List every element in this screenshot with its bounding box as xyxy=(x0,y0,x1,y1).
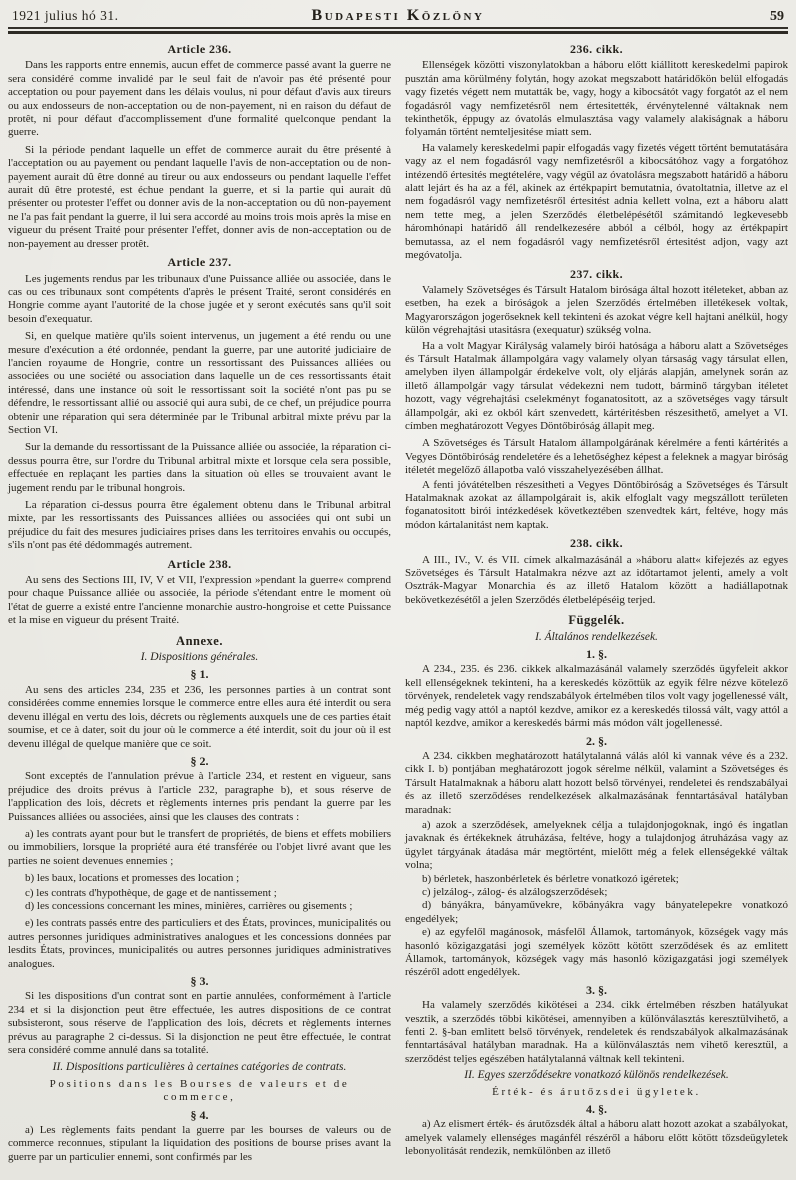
french-text-column xyxy=(8,38,391,1168)
section-3-mark-fr: § 3. xyxy=(190,974,209,988)
fuggelek-heading: Függelék. xyxy=(568,613,625,628)
section-2-item-a-hu: a) azok a szerződések, amelyeknek célja a tulajdonjogoknak, ingó és ingatlan javaknak és értékeknek átruházása, feltéve, hogy a tulajdonjog átruházása vagy az ügylet tárgyának átadása már megtörtént, mielőtt még a felek ellenségekké váltak volna; xyxy=(405,818,788,872)
article-236-para-1-fr: Dans les rapports entre ennemis, aucun effet de commerce passé avant la guerre ne sera considéré comme invalidé par le seul fait de n'avoir pas été présenté pour acceptation ou pour payement dans les délais voulus, ni pour défaut d'avis aux tireurs ou aux endosseurs de non-acceptation ou de non-payement, ni en raison du défaut de protêt, ni pour défaut d'accomplissement d'une formalité quelconque pendant la guerre. xyxy=(8,59,391,139)
dispositions-generales-heading: I. Dispositions générales. xyxy=(140,651,259,664)
article-237-para-1-fr: Les jugements rendus par les tribunaux d'une Puissance alliée ou associée, dans le cas ou ces tribunaux sont compétents d'après le présent Traité, seront considérés en Hongrie comme ayant l'autorité de la chose jugée et y seront exécutés sans qu'il soit besoin d'exequatur. xyxy=(8,272,391,325)
article-236-heading-fr: Article 236. xyxy=(167,42,232,56)
dispositions-particulieres-heading: II. Dispositions particulières à certaines catégories de contrats. xyxy=(52,1061,347,1074)
section-2-item-a-fr: a) les contrats ayant pour but le transfert de propriétés, de biens et effets mobiliers ou immobiliers, lorsque la propriété aura été transférée ou l'objet livré avant que les parties ne soient devenues ennemies ; xyxy=(8,827,391,867)
section-2-item-e-fr: e) les contrats passés entre des particuliers et des États, provinces, municipalités ou autres personnes juridiques administratives analogues et les concessions données par lesdits États, provinces, municipalités ou autres personnes juridiques administratives analogues. xyxy=(8,917,391,970)
section-1-mark-fr: § 1. xyxy=(190,667,209,682)
section-2-mark-hu: 2. §. xyxy=(586,733,607,748)
annexe-heading: Annexe. xyxy=(176,633,223,648)
section-4-para-hu: a) Az elismert érték- és árutőzsdék által a háboru alatt hozott azokat a szabályokat, amelyek valamely ellenséges magánfél részéről a háboru előtt kötött tőzsdeügyletek lebonyolitását rendezik, nemkülönben az illető xyxy=(405,1118,788,1158)
section-4-mark-hu: 4. §. xyxy=(586,1102,607,1117)
two-column-body xyxy=(8,38,788,1168)
section-2-item-c-hu: c) jelzálog-, zálog- és alzálogszerződések; xyxy=(422,885,608,898)
article-236-para-1-hu: Ellenségek közötti viszonylatokban a háboru előtt kiállitott kereskedelmi papirok pusztán ama körülmény folytán, hogy azokat megszabott határidőkön belül elfogadás vagy fizetés végett nem mutatták be, vagy, hogy a kibocsátót vagy forgatót az el nem fogadásról vagy nemfizetésről nem értesitették, érvénytelenné váltaknak nem tekinthetők, éppugy az óvatolás elmulasztása vagy valamely alakiságnak a háboru folyamán történt nemteljesitése miatt sem. xyxy=(405,59,788,139)
positions-bourses-heading: Positions dans les Bourses de valeurs et de commerce, xyxy=(49,1077,350,1104)
egyes-szerzodesekre-heading: II. Egyes szerződésekre vonatkozó különös rendelkezések. xyxy=(464,1069,729,1082)
section-2-item-e-hu: e) az egyfelől magánosok, másfelől Államok, tartományok, községek vagy más hasonló közigazgatási jogi személyek között kötött szerződések és az emlitett Államok, tartományok, községek vagy más hasonló közigazgatási jogi személyek részéről adott engedélyek. xyxy=(405,926,788,979)
article-237-para-3-fr: Sur la demande du ressortissant de la Puissance alliée ou associée, la réparation ci-dessus pourra être, sur l'ordre du Tribunal arbitral mixte et lorsque cela sera possible, effectuée en replaçant les parties dans la situation où elles se trouvaient avant le jugement rendu par le tribunal hongrois. xyxy=(8,441,391,494)
section-2-item-b-hu: b) bérletek, haszonbérletek és bérletre vonatkozó igéretek; xyxy=(422,872,679,885)
section-3-para-hu: Ha valamely szerződés kikötései a 234. cikk értelmében részben hatályukat vesztik, a szerződés többi kikötései, amennyiben a különválasztás keresztülvihető, a fenti 2. §-ban emlitett belső törvények, rendeletek és rendszabályok alkalmazásának fenntartásával hatályban maradnak. Ha a különválasztás nem vihető keresztül, a szerződést teljes egészében hatálytalanná váltnak kell tekinteni. xyxy=(405,999,788,1065)
article-237-para-4-fr: La réparation ci-dessus pourra être également obtenu dans le Tribunal arbitral mixte, par les ressortissants des Puissances alliées ou associées qui ont subi un préjudice du fait des mesures judiciaires prises dans les territoires envahis ou occupés, s'ils n'ont pas été dédommagés autrement. xyxy=(8,499,391,552)
article-236-para-2-hu: Ha valamely kereskedelmi papir elfogadás vagy fizetés végett történt bemutatására vagy az el nem fogadásról vagy nemfizetésről a kibocsátóhoz vagy a forgatóhoz intézendő értesités megtételére, vagy végül az óvatolásra megszabott határidő a háboru alatt lejárt és ha az a fél, akinek az értékpapirt bemutatnia, óvatoltatnia, illetve az el nem fogadásról vagy nemfizetésről értesitést adnia kellett volna, ezt a háboru alatt nem tette meg, a jelen Szerződés életbelépésétől számitandó legkevesebb háromhónapi határidő áll rendelkezesére abból a célból, hogy az értékpapirt bemutassa, az el nem fogadásról vagy nemfizetésről értesitést adjon, vagy azt megóvatolja. xyxy=(405,141,788,262)
section-2-item-d-hu: d) bányákra, bányaművekre, kőbányákra vagy bányatelepekre vonatkozó engedélyek; xyxy=(405,899,788,925)
section-1-para-fr: Au sens des articles 234, 235 et 236, les personnes parties à un contrat sont considérées comme ennemies lorsque le commerce entre elles aura été interdit ou sera devenu illégal en vertu des lois, décrets ou règlements auxquels une de ces parties était soumise, et ce à dater, soit du jour où le commerce a été interdit, soit du jour où il est devenu illégal de quelque manière que ce soit. xyxy=(8,683,391,750)
section-2-item-c-fr: c) les contrats d'hypothèque, de gage et de nantissement ; xyxy=(25,886,277,899)
section-2-mark-fr: § 2. xyxy=(190,753,209,768)
article-237-heading-hu: 237. cikk. xyxy=(569,266,623,281)
section-1-mark-hu: 1. §. xyxy=(586,647,607,662)
article-236-heading-hu: 236. cikk. xyxy=(569,42,623,56)
section-4-para-fr: a) Les règlements faits pendant la guerre par les bourses de valeurs ou de commerce reconnues, stipulant la liquidation des positions de bourse prises avant la guerre par un particulier ennemi, sont confirmés par les xyxy=(8,1124,391,1163)
issue-date: 1921 julius hó 31. xyxy=(12,8,119,23)
masthead-title: Budapesti Közlöny xyxy=(311,7,485,24)
article-237-para-1-hu: Valamely Szövetséges és Társult Hatalom birósága által hozott itéleteket, abban az esetben, ha ezek a biróságok a jelen Szerződés értelmében illetékesek voltak, Magyarországon jogerőseknek kell tekinteni és azokat végre kell hajtani anélkül, hogy külön végrehajtási utasitásra (exequatur) szükség volna. xyxy=(405,283,788,337)
section-2-para-hu: A 234. cikkben meghatározott hatálytalanná válás alól ki vannak véve és a 232. cikk I. b) pontjában meghatározott jogok sérelme nélkül, valamint a Szövetséges és Társult Hatalmaknak a háboru alatt hozott belső törvényei, rendeletei és rendszabályai és az illető szerződéses rendelkezések alkalmazásának fenntartásával hatályban maradnak: xyxy=(405,749,788,816)
page-number: 59 xyxy=(770,9,784,24)
ertek-arutozsdei-heading: Érték- és árutőzsdei ügyletek. xyxy=(492,1085,701,1098)
article-238-heading-hu: 238. cikk. xyxy=(569,536,623,551)
section-2-para-fr: Sont exceptés de l'annulation prévue à l'article 234, et restent en vigueur, sans préjudice des droits prévus à l'article 232, paragraphe b), et sous réserve de l'application des lois, décrets et règlements internes pris pendant la guerre par les Puissances alliées ou associées, ainsi que les clauses des contrats : xyxy=(8,770,391,823)
article-236-para-2-fr: Si la période pendant laquelle un effet de commerce aurait du être présenté à l'acceptation ou au payement ou pendant laquelle l'avis de non-acceptation ou de non-payement aurait dû être donné au tireur ou aux endosseurs ou pendant laquelle l'effet aurait dû être protesté, est échue pendant la guerre, et si la partie qui aurait dû présenter ou protester l'effet ou donner avis de la non-acceptation ou dû non-payement ne l'a pas fait pendant la guerre, il lui sera accordé au moins trois mois après la mise en vigueur du présent Traité pour présenter l'effet, donner avis de non-acceptation ou de non-payement au dresser protêt. xyxy=(8,143,391,250)
section-1-para-hu: A 234., 235. és 236. cikkek alkalmazásánál valamely szerződés ügyfeleit akkor kell ellenségeknek tekinteni, ha a kereskedés közöttük az egyik félre nézve kötelező törvények, rendeletek vagy rendszabályok értelmében tilos volt vagy jogellenessé vált, még pedig vagy attól a naptól kezdve, amikor ez a kereskedés tilossá vált, vagy attól a naptól kezdve, amikor a kereskedés bármi más módon vált jogellenessé. xyxy=(405,663,788,730)
section-2-item-b-fr: b) les baux, locations et promesses des location ; xyxy=(25,872,240,885)
section-3-para-fr: Si les dispositions d'un contrat sont en partie annulées, conformément à l'article 234 et si la disjonction peut être effectuée, les autres dispositions de ce contrat subsisteront, sous réserve de l'application des lois, décrets et règlements internes prévus au paragraphe 2 ci-dessus. Si la disjonction ne peut être effectuée, le contrat sera considéré comme annulé dans sa totalité. xyxy=(8,990,391,1057)
altalanos-rendelkezesek-heading: I. Általános rendelkezések. xyxy=(535,630,658,643)
article-237-para-3-hu: A Szövetséges és Társult Hatalom állampolgárának kérelmére a fenti kártérités a Vegyes Döntőbiróság rendeletére és a lehetőséghez képest a feleknek a magyar biróság itéletét megelőző állapotba való visszahelyezésében állhat. xyxy=(405,437,788,477)
section-2-item-d-fr: d) les concessions concernant les mines, minières, carrières ou gisements ; xyxy=(25,899,353,912)
hungarian-text-column xyxy=(405,38,788,1161)
article-237-heading-fr: Article 237. xyxy=(167,255,232,270)
section-3-mark-hu: 3. §. xyxy=(586,982,607,997)
header-rule-thin xyxy=(8,27,788,29)
article-238-para-1-hu: A III., IV., V. és VII. címek alkalmazásánál a »háboru alatt« kifejezés az egyes Szövetséges és Társult Hatalmakra nézve azt az időtartamot jelenti, amely a volt Osztrák-Magyar Monarchia és az illető Hatalom között a hadiállapotnak bekövetkezésétől a jelen Szerződés életbelépéséig terjed. xyxy=(405,553,788,606)
header-rule-thick xyxy=(8,31,788,34)
article-238-para-1-fr: Au sens des Sections III, IV, V et VII, l'expression »pendant la guerre« comprend pour chaque Puissance alliée ou associée, la période s'étendant entre le moment où l'état de guerre a existé entre l'ancienne monarchie austro-hongroise et cette Puissance et la mise en vigueur du présent Traité. xyxy=(8,574,391,627)
article-238-heading-fr: Article 238. xyxy=(167,556,232,571)
page-header xyxy=(8,5,788,26)
article-237-para-2-fr: Si, en quelque matière qu'ils soient intervenus, un jugement a été rendu ou une mesure d'exécution a été ordonnée, pendant la guerre, par une autorité judiciaire de l'ancien royaume de Hongrie, contre un ressortissant des Puissances alliées ou associées ou une société ou association dans laquelle un de ces ressortissants était intéressé, dans une instance où soit le ressortissant soit la société n'ont pas pu se défendre, le ressortissant allié ou associé qui aura subi, de ce chef, un préjudice pourra obtenir une réparation qui sera déterminée par le Tribunal arbitral mixte prévu par la Section VI. xyxy=(8,330,391,436)
article-237-para-4-hu: A fenti jóvátételben részesitheti a Vegyes Döntőbiróság a Szövetséges és Társult Hatalmaknak azokat az állampolgárait is, akik elfoglalt vagy megszállott területen foganatositott birói intézkedések következtében szenvedtek kárt, feltéve, hogy más módon kártalanitást nem kaptak. xyxy=(405,478,788,531)
section-4-mark-fr: § 4. xyxy=(190,1107,209,1122)
article-237-para-2-hu: Ha a volt Magyar Királyság valamely birói hatósága a háboru alatt a Szövetséges és Társult Hatalmak állampolgára vagy valamely olyan társaság vagy társulat ellen, amelyben ilyen állampolgár érdekelve volt, oly eljárás alapján, amelynek során az illető állampolgár vagy társulat védekezni nem tudott, bárminő tárgyban itéletet hozott, vagy végrehajtási cselekményt foganatositott, az a szövetséges vagy társult állampolgár, aki ez okból kárt szenvedett, kártéritésben részesithető, amelyet a VI. címben meghatározott Vegyes Döntőbiróság állapit meg. xyxy=(405,339,788,432)
